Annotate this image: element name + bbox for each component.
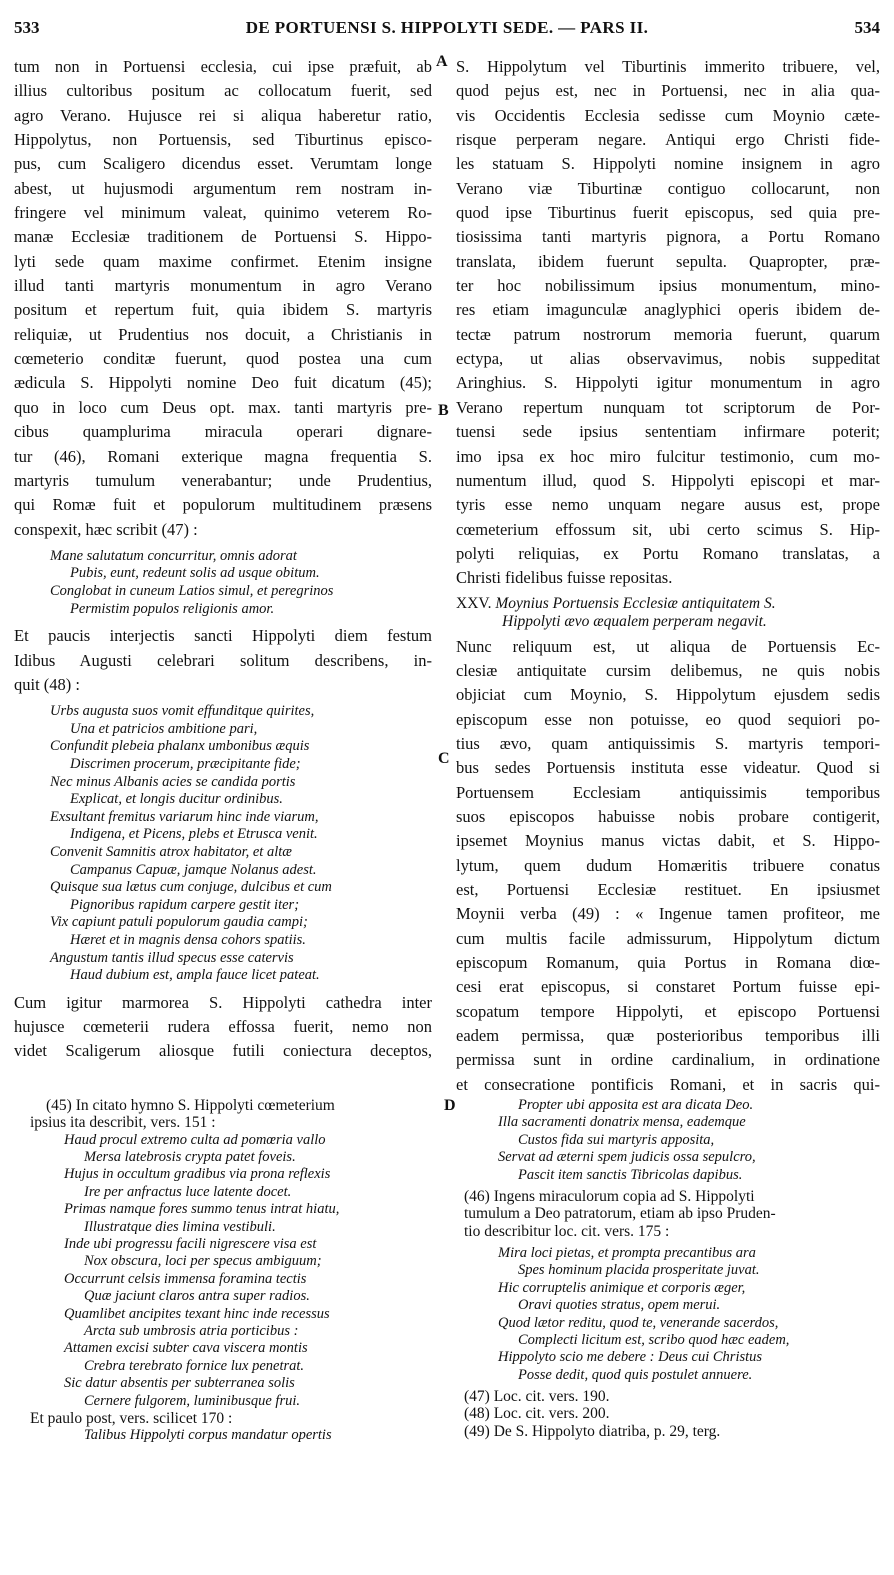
text-line: objiciat cum Moynio, S. Hippolytum ejusdem sedis [456,685,880,705]
footnote-verse-line: Arcta sub umbrosis atria porticibus : [84,1323,299,1340]
footnote-verse-line: Haud procul extremo culta ad pomœria vallo [64,1131,326,1148]
text-line: clesiæ antiquitate cursim delibemus, ne quis nobis [456,660,880,680]
margin-letter-d: D [444,1097,456,1114]
footnotes-left [30,1097,450,1445]
text-line: tur (46), Romani exterique magna frequentia S. [14,446,432,466]
text-line: tyris esse nemo unquam negare ausus est, prope [456,495,880,515]
text-line: suos episcopos habuisse nobis probare contigerit, [456,806,880,826]
text-line: est, Portuensi Ecclesiæ restituet. En ipsiusmet [456,880,880,899]
text-line: qui Romæ fuit et populorum multitudinem præsens [14,495,432,515]
verse-line: Indigena, et Picens, plebs et Etrusca venit. [70,826,318,843]
text-line: cum multis facile admissurum, Hippolytum dictum [456,928,880,948]
verse-line: Quisque sua lætus cum conjuge, dulcibus et cum [50,879,332,896]
text-line: polyti reliquias, ex Portu Romano translatas, a [456,543,880,563]
footnote-verse-line: Ire per anfractus luce latente docet. [84,1183,292,1200]
text-line: episcopum esse non potuisse, eo quod sequiori po- [456,709,880,729]
text-line: illius cultoribus positum ac collocatum fuerit, sed [14,81,432,101]
text-line: tiosissima tanti martyris pignora, a Portu Romano [456,227,880,247]
footnote-verse-line: Quod lætor reditu, quod te, venerande sacerdos, [498,1314,779,1331]
running-title: DE PORTUENSI S. HIPPOLYTI SEDE. — PARS II. [245,18,649,37]
page-number-right: 534 [854,18,880,37]
text-line: scopatum tempore Hippolyti, et episcopo Portuensi [456,1001,880,1021]
text-line: et consecratione pontificis Romani, et in sacris qui- [456,1074,880,1094]
footnote-line: tumulum a Deo patratorum, etiam ab ipso Pruden- [464,1205,776,1223]
verse-line: Haud dubium est, ampla fauce licet pateat. [70,967,320,984]
section-title-line-2: Hippolyti ævo æqualem perperam negavit. [502,612,767,630]
text-line: lytum, quem dudum Homæritis tribuere conatus [456,855,880,875]
text-line: ædicula S. Hippolyti nomine Deo fuit dicatum (45); [14,373,432,393]
section-number: XXV. [456,594,492,612]
verse-line: Permistim populos religionis amor. [70,600,275,617]
verse-line: Mane salutatum concurritur, omnis adorat [50,547,297,564]
text-line: Et paucis interjectis sancti Hippolyti diem festum [14,626,432,646]
footnote-verse-line: Cernere fulgorem, luminibusque frui. [84,1392,301,1409]
text-line: tum non in Portuensi ecclesia, cui ipse præfuit, ab [14,57,432,76]
footnote-verse-line: Attamen excisi subter cava viscera montis [64,1340,308,1357]
text-line: cesi erat episcopus, si constaret Portum fuisse epi- [456,977,880,997]
text-line: ectypa, ut alias observavimus, nobis suppeditat [456,349,880,369]
footnote-verse-line: Illustratque dies limina vestibuli. [84,1218,276,1235]
text-line: risque perperam negare. Antiqui ergo Christi fide- [456,130,880,150]
right-paragraph-2 [456,635,880,1098]
footnote-verse-line: Pascit item sanctis Tibricolas dapibus. [518,1166,743,1183]
text-line: vis Occidentis Ecclesia sedisse cum Moynio cæte- [456,105,880,125]
verse-line: Angustum tantis illud specus esse catervis [50,949,294,966]
footnote-line: (45) In citato hymno S. Hippolyti cœmeterium [46,1097,335,1114]
text-line: tectæ patrum nostrorum memoria fuerunt, quarum [456,324,880,344]
text-line: ipsemet Moynius manus victas dabit, et S. Hippo- [456,831,880,851]
footnote-verse-line: Mersa latebrosis crypta patet foveis. [84,1149,296,1165]
margin-letter-b: B [438,402,449,419]
text-line: Idibus Augusti celebrari solitum describens, in- [14,650,432,670]
footnote-verse-line: Quæ jaciunt claros antra super radios. [84,1288,310,1305]
footnote-verse-line: Complecti licitum est, scribo quod hæc eadem, [518,1331,790,1348]
text-line: translata, ibidem fuerunt sepulta. Quapropter, præ- [456,251,880,271]
text-line: Christi fidelibus fuisse repositas. [456,568,673,588]
text-line: Portuensem Ecclesiam antiquissimis temporibus [456,782,880,802]
verse-line: Vix capiunt patuli populorum gaudia campi; [50,914,308,931]
text-line: Moynii verba (49) : « Ingenue tamen profiteor, me [456,904,880,924]
verse-line: Urbs augusta suos vomit effunditque quirites, [50,703,315,720]
footnote-verse-line: Mira loci pietas, et prompta precantibus ara [498,1244,756,1261]
footnote-verse-line: Inde ubi progressu facili nigrescere visa est [64,1236,317,1253]
footnote-verse-line: Occurrunt celsis immensa foramina tectis [64,1270,307,1287]
text-line: abest, ut hujusmodi argumentum rem nostram in- [14,178,432,198]
footnote-verse-line: Illa sacramenti donatrix mensa, eademque [498,1114,746,1131]
verse-line: Una et patricios ambitione pari, [70,720,258,737]
footnote-49: (49) De S. Hippolyto diatriba, p. 29, terg. [464,1422,721,1440]
text-line: pus, cum Scaligero dicendus esset. Verumtam longe [14,154,432,174]
text-line: tius ævo, quam antiquissimis S. martyris tempori- [456,733,880,753]
footnote-48: (48) Loc. cit. vers. 200. [464,1405,610,1423]
text-line: S. Hippolytum vel Tiburtinis immerito tribuere, vel, [456,57,880,76]
verse-line: Convenit Samnitis atrox habitator, et altæ [50,844,292,861]
footnote-line: (46) Ingens miraculorum copia ad S. Hippolyti [464,1188,755,1206]
left-verse-2 [50,703,432,985]
footnote-verse-line: Posse dedit, quod quis postulet annuere. [518,1366,753,1383]
running-header [14,18,880,42]
text-line: positum et repertum fuit, quia ibidem S. martyris [14,300,432,320]
text-line: tuensi sede ipsius sententiam infirmare poterit; [456,422,880,442]
right-paragraph-1 [456,55,880,591]
text-line: cœmeterio conditæ fuerunt, quod postea una cum [14,349,432,369]
text-line: permissa sunt in ordine cardinalium, in ordinatione [456,1050,880,1070]
verse-line: Campanus Capuæ, jamque Nolanus adest. [70,861,317,878]
text-line: reliquiæ, ut Prudentius nos docuit, a Christianis in [14,324,432,344]
text-line: quod ipse Tiburtinus fuerit episcopus, sed quia pre- [456,203,880,223]
footnote-verse-line: Hippolyto scio me debere : Deus cui Christus [498,1349,763,1366]
left-paragraph-1 [14,55,432,542]
text-line: cibus quamplurima miracula operari dignare- [14,422,432,442]
verse-line: Pignoribus rapidum carpere gestit iter; [70,896,300,913]
text-line: Verano viæ Tiburtinæ contiguo collocarunt, non [456,178,880,198]
footnote-45-verse-continued [464,1097,874,1184]
text-line: quod pejus est, nec in Portuensi, nec in alia qua- [456,81,880,101]
text-line: eadem permissa, quæ posterioribus temporibus illi [456,1026,880,1046]
footnote-45-intro [30,1097,450,1132]
text-line: Hippolytus, non Portuensis, sed Tiburtinus episco- [14,130,432,150]
text-line: quit (48) : [14,674,80,694]
footnote-verse-line: Hujus in occultum gradibus via prona reflexis [64,1166,331,1183]
footnote-verse-line: Nox obscura, loci per specus ambiguum; [84,1253,322,1270]
text-line: hujusce cœmeterii rudera effossa fuerit, nemo non [14,1017,432,1037]
footnote-verse-line: Custos fida sui martyris apposita, [518,1131,715,1148]
footnote-verse-line: Sic datur absentis per subterranea solis [64,1375,295,1392]
text-line: Cum igitur marmorea S. Hippolyti cathedra inter [14,992,432,1012]
text-line: cœmeterium effossum sit, ubi certo scimus S. Hip- [456,519,880,539]
footnote-verse-line: Crebra terebrato fornice lux penetrat. [84,1357,305,1374]
text-line: les statuam S. Hippolyti nomine insignem in agro [456,154,880,174]
text-line: fringere vel minimum valeat, quinimo veterem Ro- [14,203,432,223]
verse-line: Pubis, eunt, redeunt solis ad usque obitum. [70,565,320,582]
footnote-47: (47) Loc. cit. vers. 190. [464,1388,610,1406]
margin-letter-c: C [438,750,450,767]
footnote-45-last-verse: Talibus Hippolyti corpus mandatur opertis [84,1427,332,1444]
text-line: res etiam imagunculæ anaglyphici operis ibidem de- [456,300,880,320]
text-line: Nunc reliquum est, ut aliqua de Portuensis Ec- [456,636,880,656]
text-line: bus sedes Portuensis instituta esse videatur. Quod si [456,758,880,778]
left-paragraph-2 [14,624,432,697]
verse-line: Explicat, et longis ducitur ordinibus. [70,791,283,808]
section-title-line-1: Moynius Portuensis Ecclesiæ antiquitatem S. [495,594,776,612]
verse-line: Discrimen procerum, præcipitante fide; [70,756,301,773]
footnote-line: tio describitur loc. cit. vers. 175 : [464,1222,670,1240]
footnote-verse-line: Servat ad æterni spem judicis ossa sepulcro, [498,1149,756,1166]
footnote-45-verse [30,1132,450,1411]
text-line: numentum illud, quod S. Hippolyti episcopi et mar- [456,470,880,490]
text-line: Verano repertum nunquam tot scriptorum de Por- [456,397,880,417]
footnote-verse-line: Propter ubi apposita est ara dicata Deo. [518,1097,754,1113]
footnote-verse-line: Primas namque fores summo tenus intrat hiatu, [64,1201,340,1218]
left-verse-1 [50,548,432,618]
text-line: manæ Ecclesiæ traditionem de Portuensi S. Hippo- [14,227,432,247]
section-heading [456,595,880,631]
text-line: ter hoc nobilissimum ipsius monumentum, mino- [456,276,880,296]
footnote-46 [464,1188,874,1240]
left-column [14,55,432,1064]
text-line: imo ipsa ex hoc miro fulcitur testimonio, cum mo- [456,446,880,466]
footnote-46-verse [464,1245,874,1384]
margin-letter-a: A [436,53,448,70]
footnote-verse-line: Oravi quoties stratus, opem merui. [518,1297,721,1314]
footnote-verse-line: Quamlibet ancipites texant hinc inde recessus [64,1305,330,1322]
text-line: quo in loco cum Deus opt. max. tanti martyris pre- [14,397,432,417]
verse-line: Confundit plebeia phalanx umbonibus æquis [50,738,310,755]
footnote-verse-line: Spes hominum placida prosperitate juvat. [518,1262,760,1279]
text-line: agro Verano. Hujusce rei si aliqua haberetur ratio, [14,105,432,125]
right-column [456,55,880,1097]
left-paragraph-3 [14,991,432,1064]
footnote-45-continuation: Et paulo post, vers. scilicet 170 : [30,1410,233,1428]
verse-line: Conglobat in cuneum Latios simul, et peregrinos [50,583,334,600]
text-line: Aringhius. S. Hippolyti igitur monumentum in agro [456,373,880,393]
verse-line: Exsultant fremitus variarum hinc inde viarum, [50,808,319,825]
verse-line: Hæret et in magnis densa cohors spatiis. [70,932,306,948]
text-line: videt Scaligerum aliosque futili coniectura deceptos, [14,1041,432,1061]
text-line: lyti sede quam maxime confirmet. Etenim insigne [14,251,432,271]
footnote-line: ipsius ita describit, vers. 151 : [30,1114,216,1132]
footnote-verse-line: Hic corruptelis animique et corporis æger, [498,1279,746,1296]
footnotes-right [464,1097,874,1440]
text-line: martyris tumulum venerabantur; unde Prudentius, [14,470,432,490]
page-number-left: 533 [14,18,40,37]
verse-line: Nec minus Albanis acies se candida portis [50,773,296,790]
text-line: illud tanti martyris monumentum in agro Verano [14,276,432,296]
text-line: conspexit, hæc scribit (47) : [14,519,198,539]
text-line: episcopum Romanum, quia Portus in Romana diœ- [456,953,880,973]
